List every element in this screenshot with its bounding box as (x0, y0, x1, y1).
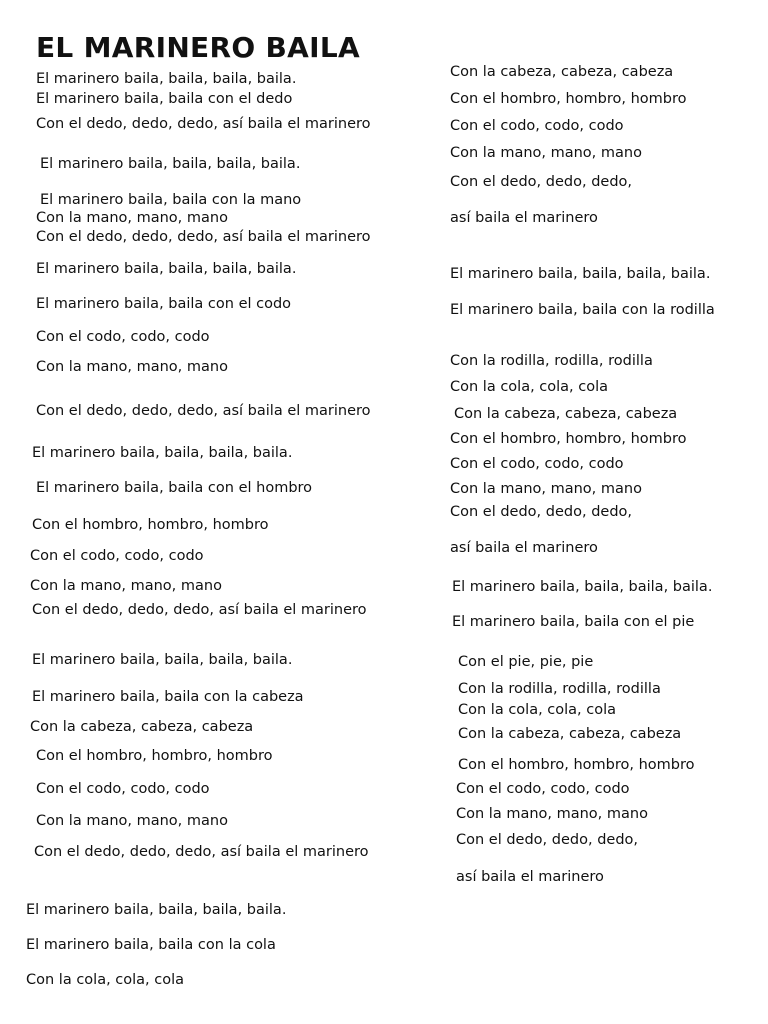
lyric-line: El marinero baila, baila, baila, baila. (32, 652, 293, 668)
lyric-line: Con el dedo, dedo, dedo, así baila el marinero (36, 229, 371, 245)
lyric-line: Con la cabeza, cabeza, cabeza (454, 406, 678, 422)
lyric-line: El marinero baila, baila con la mano (40, 192, 302, 208)
lyric-line: El marinero baila, baila con el pie (452, 614, 695, 630)
lyric-line: Con el pie, pie, pie (458, 654, 594, 670)
lyric-line: Con la cola, cola, cola (26, 972, 185, 988)
lyric-line: así baila el marinero (450, 540, 598, 556)
lyric-line: Con la mano, mano, mano (36, 359, 228, 375)
lyric-line: El marinero baila, baila con el hombro (36, 480, 313, 496)
lyric-line: Con el codo, codo, codo (450, 118, 624, 134)
lyric-line: Con la cabeza, cabeza, cabeza (450, 64, 674, 80)
lyric-line: Con el codo, codo, codo (36, 781, 210, 797)
lyric-line: Con la mano, mano, mano (36, 210, 228, 226)
lyric-line: Con la cola, cola, cola (450, 379, 609, 395)
lyric-line: El marinero baila, baila, baila, baila. (26, 902, 287, 918)
lyric-line: Con la cola, cola, cola (458, 702, 617, 718)
lyric-line: El marinero baila, baila con el codo (36, 296, 292, 312)
lyric-line: El marinero baila, baila, baila, baila. (36, 71, 297, 87)
lyric-line: Con el dedo, dedo, dedo, así baila el marinero (36, 116, 371, 132)
lyric-line: Con el hombro, hombro, hombro (450, 431, 687, 447)
lyric-line: Con la rodilla, rodilla, rodilla (458, 681, 661, 697)
lyric-line: El marinero baila, baila con el dedo (36, 91, 293, 107)
lyric-line: Con el codo, codo, codo (36, 329, 210, 345)
lyric-line: El marinero baila, baila, baila, baila. (40, 156, 301, 172)
page-title: EL MARINERO BAILA (36, 31, 360, 64)
lyric-line: El marinero baila, baila con la rodilla (450, 302, 715, 318)
lyric-line: Con el dedo, dedo, dedo, así baila el marinero (32, 602, 367, 618)
lyric-line: Con la mano, mano, mano (450, 145, 642, 161)
lyric-line: Con la cabeza, cabeza, cabeza (30, 719, 254, 735)
lyric-line: Con la cabeza, cabeza, cabeza (458, 726, 682, 742)
lyric-line: así baila el marinero (456, 869, 604, 885)
lyric-line: Con la rodilla, rodilla, rodilla (450, 353, 653, 369)
lyric-line: Con el dedo, dedo, dedo, (450, 174, 633, 190)
lyric-line: Con el dedo, dedo, dedo, (450, 504, 633, 520)
lyric-line: Con el dedo, dedo, dedo, así baila el marinero (36, 403, 371, 419)
lyric-line: Con el dedo, dedo, dedo, así baila el marinero (34, 844, 369, 860)
lyric-line: Con el hombro, hombro, hombro (36, 748, 273, 764)
lyric-line: Con el hombro, hombro, hombro (450, 91, 687, 107)
lyric-line: El marinero baila, baila, baila, baila. (452, 579, 713, 595)
lyric-line: Con la mano, mano, mano (450, 481, 642, 497)
lyric-line: Con la mano, mano, mano (36, 813, 228, 829)
lyric-line: Con el dedo, dedo, dedo, (456, 832, 639, 848)
lyric-line: El marinero baila, baila con la cabeza (32, 689, 304, 705)
lyric-line: El marinero baila, baila con la cola (26, 937, 276, 953)
lyric-line: Con la mano, mano, mano (456, 806, 648, 822)
lyric-line: Con el hombro, hombro, hombro (458, 757, 695, 773)
lyric-line: El marinero baila, baila, baila, baila. (36, 261, 297, 277)
lyric-line: Con el hombro, hombro, hombro (32, 517, 269, 533)
lyric-line: Con la mano, mano, mano (30, 578, 222, 594)
lyric-line: Con el codo, codo, codo (456, 781, 630, 797)
lyric-line: Con el codo, codo, codo (450, 456, 624, 472)
lyric-line: así baila el marinero (450, 210, 598, 226)
lyric-line: El marinero baila, baila, baila, baila. (32, 445, 293, 461)
lyric-line: Con el codo, codo, codo (30, 548, 204, 564)
lyric-line: El marinero baila, baila, baila, baila. (450, 266, 711, 282)
